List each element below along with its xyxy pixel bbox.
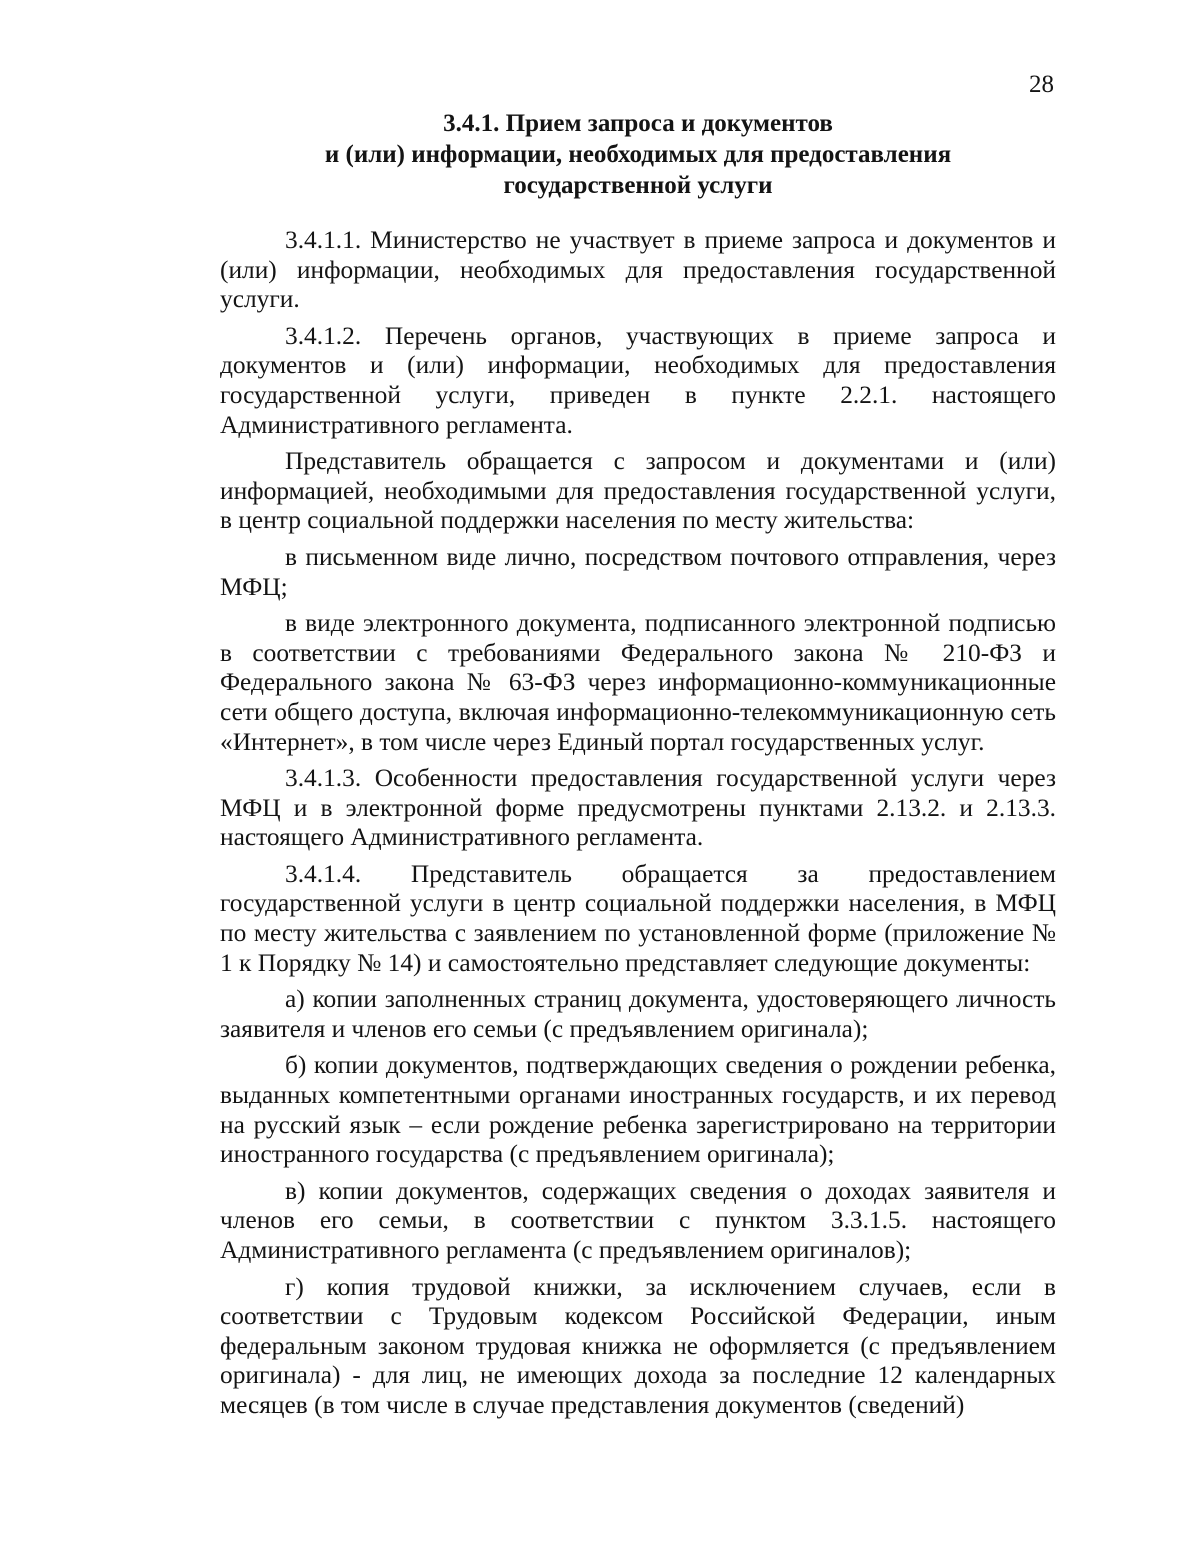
paragraph-3-4-1-2: 3.4.1.2. Перечень органов, участвующих в приеме запроса и документов и (или) информации, необходимых для предоставления государственной услуги, приведен в пункте 2.2.1. настоящего Административного регламента. <box>220 321 1056 439</box>
page-number: 28 <box>1029 71 1054 98</box>
list-item-v: в) копии документов, содержащих сведения о доходах заявителя и членов его семьи, в соответствии с пунктом 3.3.1.5. настоящего Административного регламента (с предъявлением оригиналов); <box>220 1176 1056 1264</box>
paragraph-written-form: в письменном виде лично, посредством почтового отправления, через МФЦ; <box>220 542 1056 601</box>
paragraph-electronic-form: в виде электронного документа, подписанного электронной подписью в соответствии с требованиями Федерального закона № 210-ФЗ и Федерального закона № 63-ФЗ через информационно-коммуникационные сети общего доступа, включая информационно-телекоммуникационную сеть «Интернет», в том числе через Единый портал государственных услуг. <box>220 609 1056 756</box>
paragraph-representative-request: Представитель обращается с запросом и документами и (или) информацией, необходимыми для предоставления государственной услуги, в центр социальной поддержки населения по месту жительства: <box>220 447 1056 535</box>
paragraph-3-4-1-4: 3.4.1.4. Представитель обращается за предоставлением государственной услуги в центр социальной поддержки населения, в МФЦ по месту жительства с заявлением по установленной форме (приложение № 1 к Порядку № 14) и самостоятельно представляет следующие документы: <box>220 859 1056 977</box>
heading-line: 3.4.1. Прием запроса и документов <box>443 110 833 137</box>
document-body <box>220 226 1056 1421</box>
paragraph-3-4-1-3: 3.4.1.3. Особенности предоставления государственной услуги через МФЦ и в электронной форме предусмотрены пунктами 2.13.2. и 2.13.3. настоящего Административного регламента. <box>220 764 1056 852</box>
list-item-g: г) копия трудовой книжки, за исключением случаев, если в соответствии с Трудовым кодексом Российской Федерации, иным федеральным законом трудовая книжка не оформляется (с предъявлением оригинала) - для лиц, не имеющих дохода за последние 12 календарных месяцев (в том числе в случае представления документов (сведений) <box>220 1272 1056 1419</box>
section-heading <box>220 108 1056 201</box>
heading-line: государственной услуги <box>503 172 773 199</box>
heading-line: и (или) информации, необходимых для предоставления <box>324 141 952 168</box>
list-item-b: б) копии документов, подтверждающих сведения о рождении ребенка, выданных компетентными органами иностранных государств, и их перевод на русский язык – если рождение ребенка зарегистрировано на территории иностранного государства (с предъявлением оригинала); <box>220 1051 1056 1169</box>
paragraph-3-4-1-1: 3.4.1.1. Министерство не участвует в приеме запроса и документов и (или) информации, необходимых для предоставления государственной услуги. <box>220 226 1056 314</box>
list-item-a: а) копии заполненных страниц документа, удостоверяющего личность заявителя и членов его семьи (с предъявлением оригинала); <box>220 985 1056 1043</box>
